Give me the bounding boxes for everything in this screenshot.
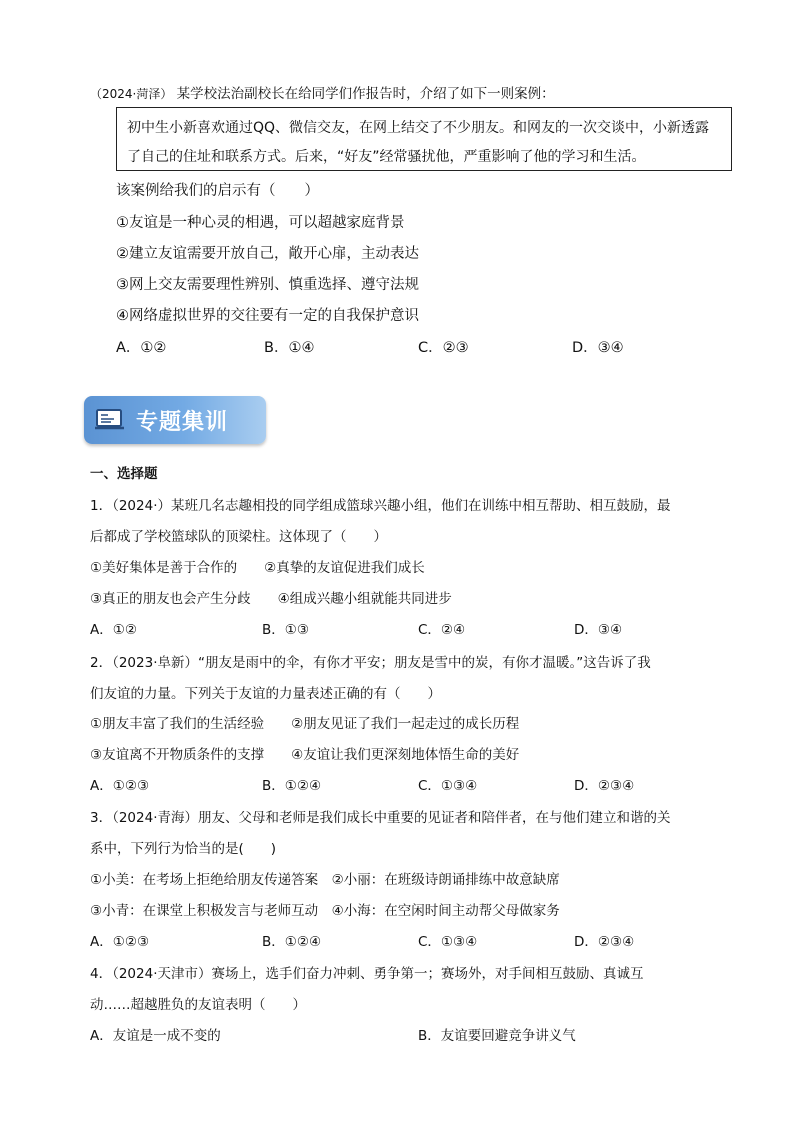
case-box xyxy=(116,107,732,171)
question-1-option-c: C．②④ xyxy=(418,622,466,638)
question-3-option-a: A．①②③ xyxy=(90,934,150,950)
intro-option-b: B．①④ xyxy=(264,340,315,356)
question-3-line: 3．（2024·青海）朋友、父母和老师是我们成长中重要的见证者和陪伴者，在与他们建立和谐的关 xyxy=(90,810,671,826)
intro-option-d: D．③④ xyxy=(572,340,624,356)
question-3-statement: ①小美：在考场上拒绝给朋友传递答案 ②小丽：在班级诗朗诵排练中故意缺席 xyxy=(90,872,560,888)
intro-ask: 该案例给我们的启示有（ ） xyxy=(116,183,319,199)
intro-statement: ①友谊是一种心灵的相遇，可以超越家庭背景 xyxy=(116,215,405,231)
question-3-option-d: D．②③④ xyxy=(574,934,635,950)
question-2-statement: ③友谊离不开物质条件的支撑 ④友谊让我们更深刻地体悟生命的美好 xyxy=(90,747,520,763)
question-1-line: 1．（2024·）某班几名志趣相投的同学组成篮球兴趣小组，他们在训练中相互帮助、相互鼓励，最 xyxy=(90,498,671,514)
question-3-option-b: B．①②④ xyxy=(262,934,322,950)
whiteboard-icon xyxy=(94,408,126,432)
intro-question-stem xyxy=(90,82,555,102)
case-line: 了自己的住址和联系方式。后来，“好友”经常骚扰他，严重影响了他的学习和生活。 xyxy=(127,149,646,165)
question-2-option-c: C．①③④ xyxy=(418,778,478,794)
intro-statement: ③网上交友需要理性辨别、慎重选择、遵守法规 xyxy=(116,277,419,293)
section-banner xyxy=(84,396,266,444)
question-2-line: 们友谊的力量。下列关于友谊的力量表述正确的有（ ） xyxy=(90,686,441,702)
question-1-option-b: B．①③ xyxy=(262,622,309,638)
question-4-line: 动……超越胜负的友谊表明（ ） xyxy=(90,997,306,1013)
case-line: 初中生小新喜欢通过QQ、微信交友，在网上结交了不少朋友。和网友的一次交谈中，小新透露 xyxy=(127,120,710,136)
question-2-line: 2．（2023·阜新）“朋友是雨中的伞，有你才平安；朋友是雪中的炭，有你才温暖。”这告诉了我 xyxy=(90,655,651,671)
question-2-statement: ①朋友丰富了我们的生活经验 ②朋友见证了我们一起走过的成长历程 xyxy=(90,716,520,732)
question-2-option-a: A．①②③ xyxy=(90,778,150,794)
question-2-option-d: D．②③④ xyxy=(574,778,635,794)
intro-option-a: A．①② xyxy=(116,340,167,356)
question-4-line: 4．（2024·天津市）赛场上，选手们奋力冲刺、勇争第一；赛场外，对手间相互鼓励、真诚互 xyxy=(90,966,644,982)
intro-statement: ④网络虚拟世界的交往要有一定的自我保护意识 xyxy=(116,308,419,324)
question-2-option-b: B．①②④ xyxy=(262,778,322,794)
intro-option-c: C．②③ xyxy=(418,340,469,356)
question-1-line: 后都成了学校篮球队的顶梁柱。这体现了（ ） xyxy=(90,529,387,545)
question-3-option-c: C．①③④ xyxy=(418,934,478,950)
question-4-option-b: B．友谊要回避竞争讲义气 xyxy=(418,1028,576,1044)
question-3-statement: ③小青：在课堂上积极发言与老师互动 ④小海：在空闲时间主动帮父母做家务 xyxy=(90,903,560,919)
question-1-statement: ①美好集体是善于合作的 ②真挚的友谊促进我们成长 xyxy=(90,560,425,576)
question-4-option-a: A．友谊是一成不变的 xyxy=(90,1028,221,1044)
intro-statement: ②建立友谊需要开放自己，敞开心扉，主动表达 xyxy=(116,246,419,262)
question-1-statement: ③真正的朋友也会产生分歧 ④组成兴趣小组就能共同进步 xyxy=(90,591,452,607)
intro-question-text: 某学校法治副校长在给同学们作报告时，介绍了如下一则案例： xyxy=(176,86,555,102)
banner-title: 专题集训 xyxy=(136,410,229,435)
question-1-option-d: D．③④ xyxy=(574,622,623,638)
question-3-line: 系中，下列行为恰当的是( ) xyxy=(90,841,277,857)
question-1-option-a: A．①② xyxy=(90,622,137,638)
intro-question-source: （2024·菏泽） xyxy=(90,87,173,101)
section-title: 一、选择题 xyxy=(90,466,158,482)
